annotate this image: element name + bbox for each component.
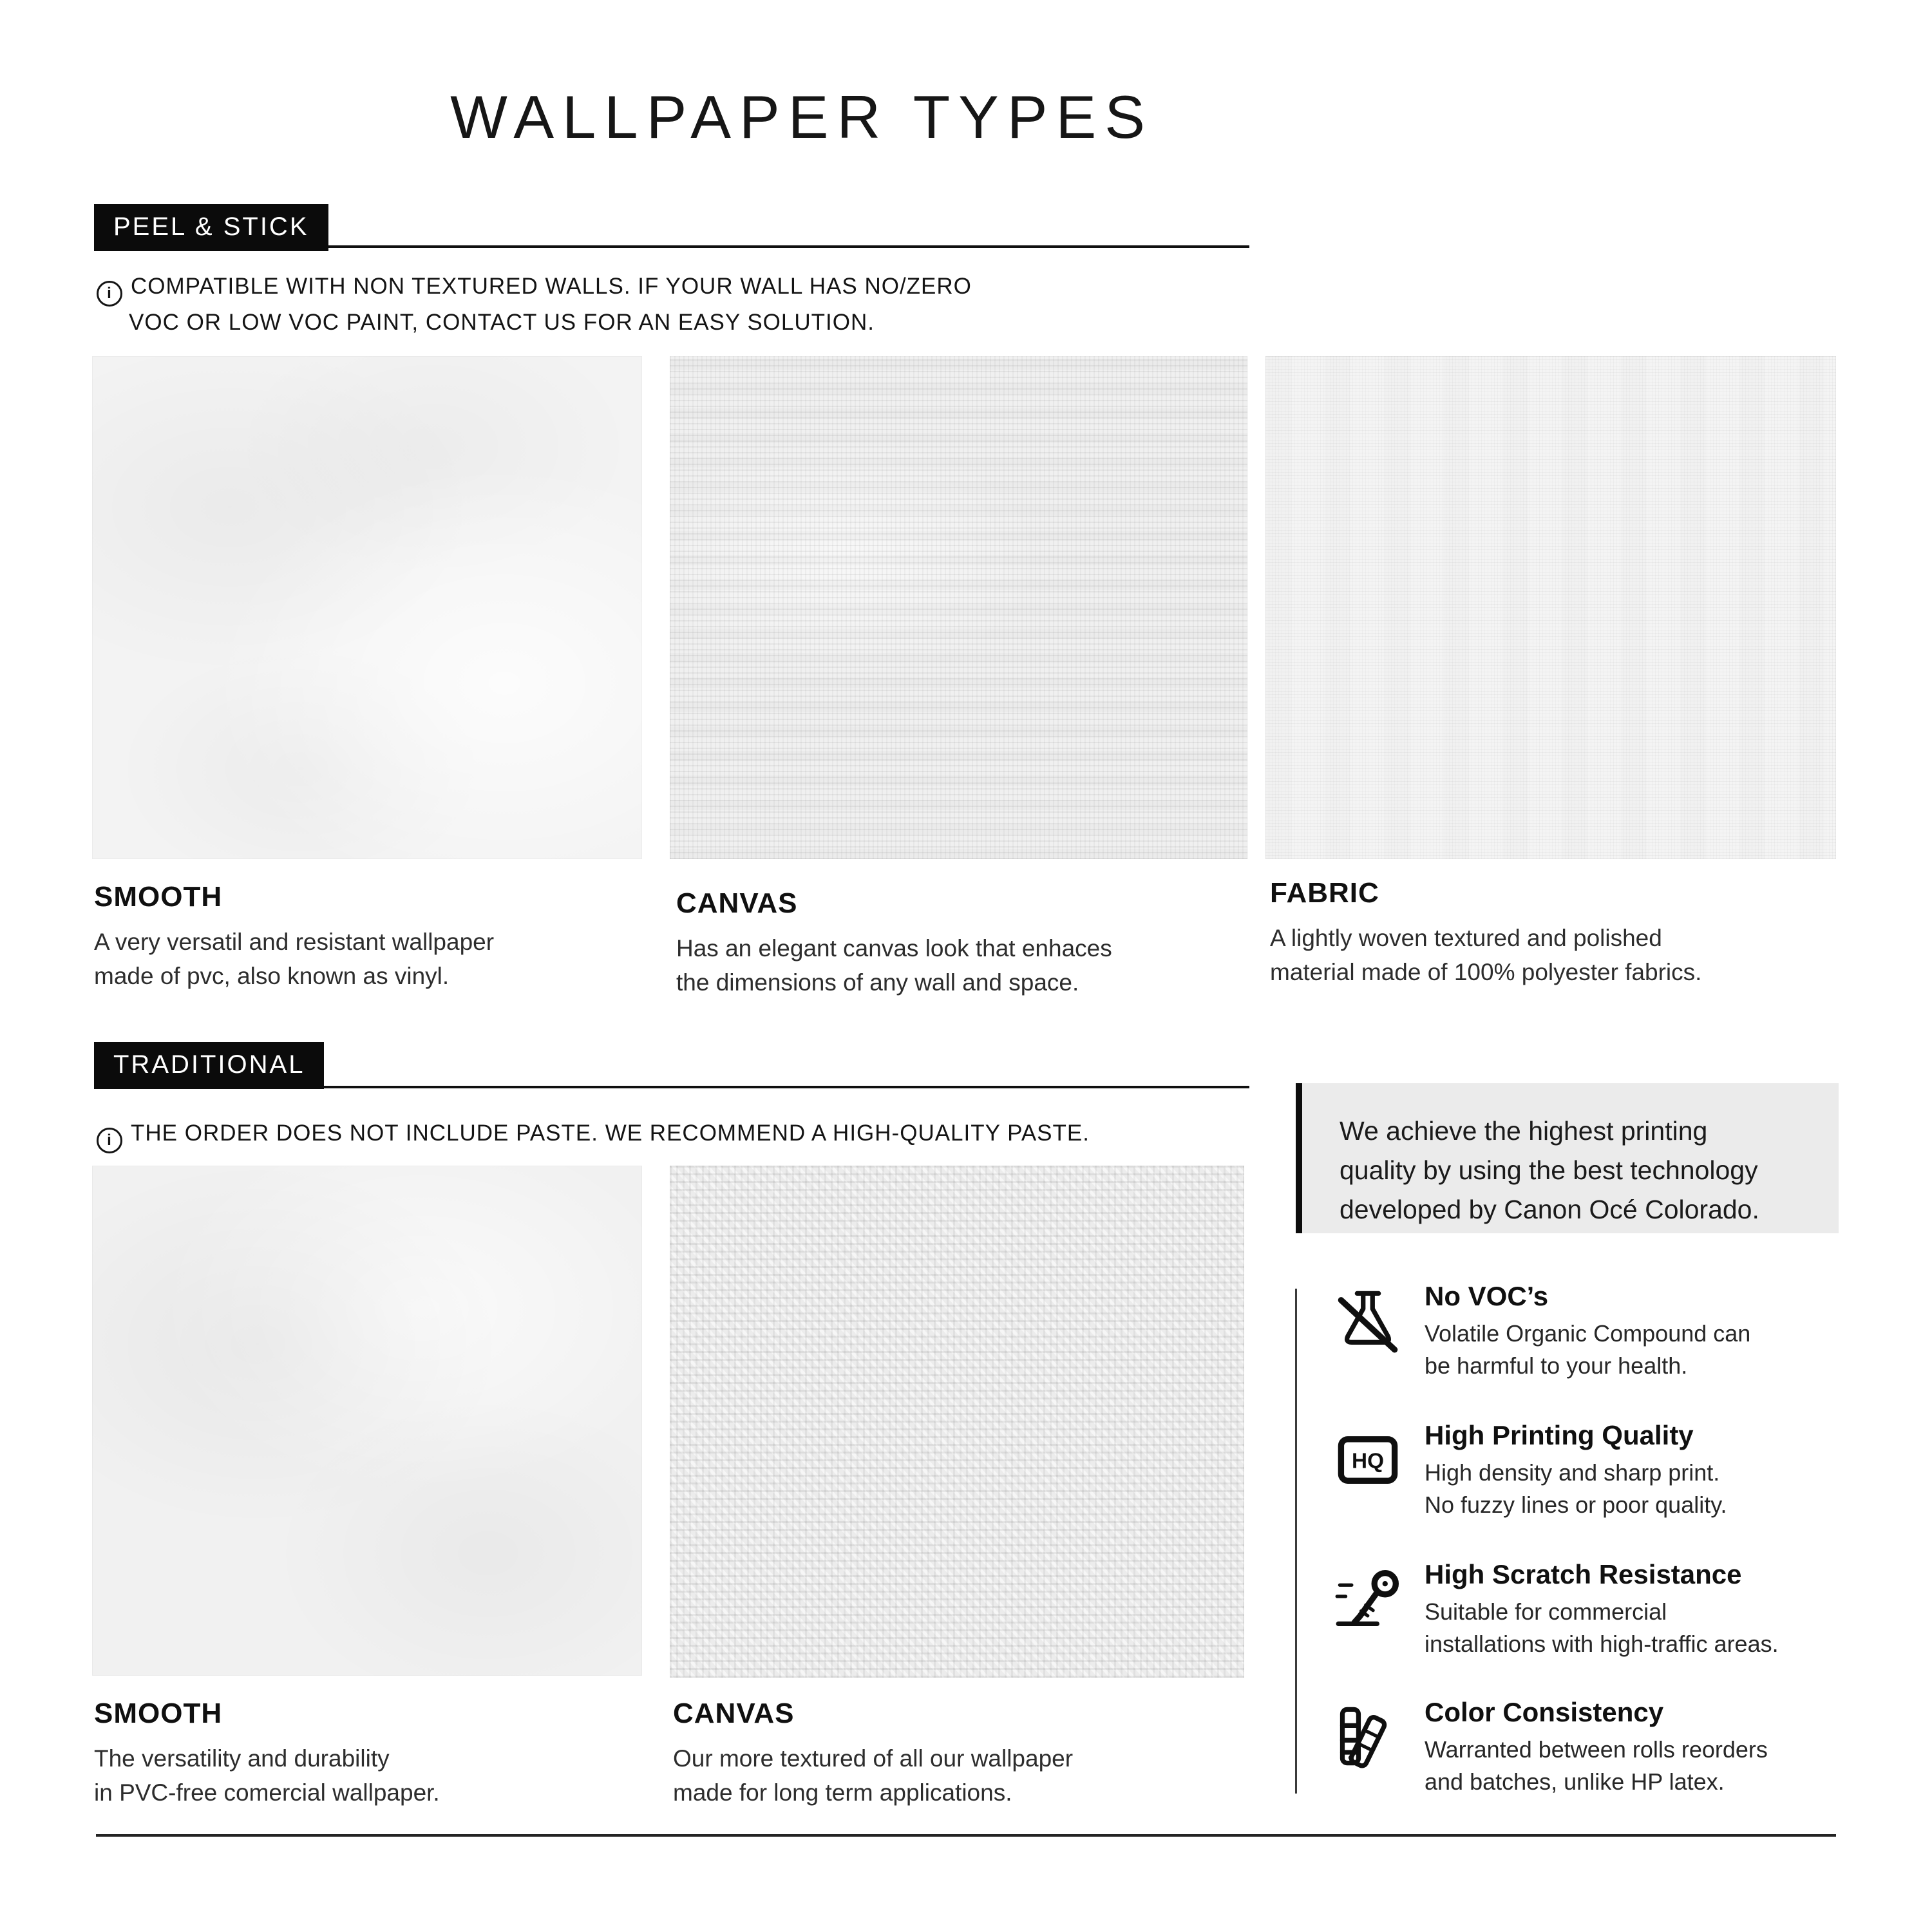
type-card-canvas-traditional xyxy=(673,1698,1240,1810)
feature-desc-line2: installations with high-traffic areas. xyxy=(1425,1631,1779,1657)
type-desc-line1: A very versatil and resistant wallpaper xyxy=(94,929,495,955)
peel-stick-note xyxy=(97,270,972,339)
quality-box-accent-bar xyxy=(1296,1083,1302,1233)
type-name: CANVAS xyxy=(676,887,798,919)
feature-desc-line1: Warranted between rolls reorders xyxy=(1425,1736,1768,1763)
feature-desc-line2: and batches, unlike HP latex. xyxy=(1425,1768,1725,1795)
scratch-key-icon xyxy=(1334,1565,1408,1632)
type-name: CANVAS xyxy=(673,1698,795,1729)
canvas-texture-sample xyxy=(670,356,1247,859)
type-name: SMOOTH xyxy=(94,1698,223,1729)
type-desc-line1: Our more textured of all our wallpaper xyxy=(673,1745,1074,1772)
section-header-traditional xyxy=(94,1042,324,1089)
printing-quality-box xyxy=(1302,1083,1839,1233)
type-name: SMOOTH xyxy=(94,881,223,913)
quality-box-line3: developed by Canon Océ Colorado. xyxy=(1340,1195,1759,1224)
feature-title: High Scratch Resistance xyxy=(1425,1559,1742,1589)
feature-title: No VOC’s xyxy=(1425,1281,1549,1311)
smooth-texture-sample xyxy=(92,356,642,859)
type-card-smooth xyxy=(94,881,648,993)
feature-desc-line2: No fuzzy lines or poor quality. xyxy=(1425,1492,1727,1518)
type-desc-line1: A lightly woven textured and polished xyxy=(1270,925,1662,951)
type-card-fabric xyxy=(1270,877,1837,989)
feature-high-printing-quality xyxy=(1334,1419,1850,1522)
type-card-smooth-traditional xyxy=(94,1698,648,1810)
type-desc-line2: in PVC-free comercial wallpaper. xyxy=(94,1779,440,1806)
traditional-note xyxy=(97,1117,1090,1153)
bottom-divider-line xyxy=(96,1834,1836,1837)
color-swatch-icon xyxy=(1334,1703,1401,1770)
type-desc-line2: made for long term applications. xyxy=(673,1779,1012,1806)
peel-stick-note-line1: COMPATIBLE WITH NON TEXTURED WALLS. IF YOUR WALL HAS NO/ZERO xyxy=(131,274,972,299)
quality-box-line2: quality by using the best technology xyxy=(1340,1155,1758,1185)
type-desc-line2: material made of 100% polyester fabrics. xyxy=(1270,959,1702,985)
no-voc-flask-icon xyxy=(1334,1287,1401,1354)
feature-high-scratch-resistance xyxy=(1334,1558,1850,1662)
type-desc-line2: made of pvc, also known as vinyl. xyxy=(94,963,450,989)
feature-desc-line1: Volatile Organic Compound can xyxy=(1425,1320,1751,1347)
info-icon: i xyxy=(97,281,122,307)
fabric-texture-sample xyxy=(1265,356,1836,859)
canvas-texture-sample xyxy=(670,1166,1244,1678)
traditional-badge: TRADITIONAL xyxy=(94,1042,324,1089)
feature-title: Color Consistency xyxy=(1425,1697,1664,1727)
hq-badge-icon xyxy=(1334,1426,1401,1493)
hq-icon-label: HQ xyxy=(1352,1449,1384,1473)
sidebar-divider-line xyxy=(1295,1289,1297,1794)
traditional-note-line1: THE ORDER DOES NOT INCLUDE PASTE. WE RECOMMEND A HIGH-QUALITY PASTE. xyxy=(131,1121,1090,1146)
smooth-texture-sample xyxy=(92,1166,642,1676)
quality-box-line1: We achieve the highest printing xyxy=(1340,1116,1708,1146)
feature-title: High Printing Quality xyxy=(1425,1420,1694,1450)
feature-color-consistency xyxy=(1334,1696,1850,1799)
peel-stick-note-line2: VOC OR LOW VOC PAINT, CONTACT US FOR AN EASY SOLUTION. xyxy=(129,310,875,335)
type-desc-line1: The versatility and durability xyxy=(94,1745,390,1772)
info-icon: i xyxy=(97,1128,122,1153)
type-desc-line1: Has an elegant canvas look that enhaces xyxy=(676,935,1112,961)
page-title: WALLPAPER TYPES xyxy=(450,83,1153,151)
type-name: FABRIC xyxy=(1270,877,1379,909)
feature-no-voc xyxy=(1334,1280,1850,1383)
feature-desc-line1: High density and sharp print. xyxy=(1425,1459,1720,1486)
feature-desc-line2: be harmful to your health. xyxy=(1425,1352,1688,1379)
feature-desc-line1: Suitable for commercial xyxy=(1425,1598,1667,1625)
type-desc-line2: the dimensions of any wall and space. xyxy=(676,969,1079,996)
type-card-canvas xyxy=(676,887,1243,999)
peel-stick-badge: PEEL & STICK xyxy=(94,204,328,251)
section-header-peel-stick xyxy=(94,204,328,251)
